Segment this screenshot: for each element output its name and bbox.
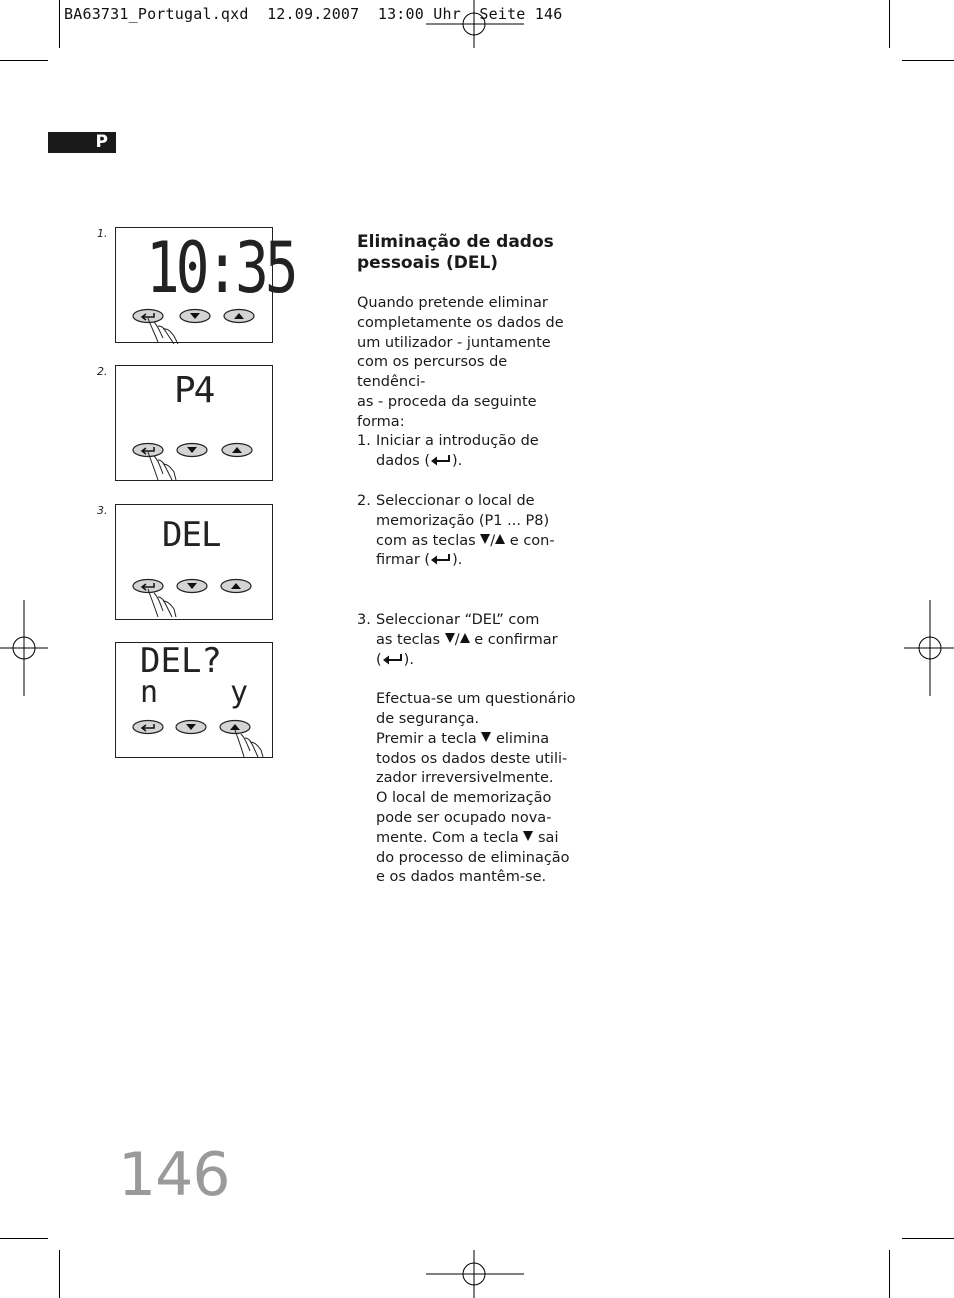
language-tab-label: P [95,132,108,152]
up-arrow-icon [224,310,254,323]
crop-mark [59,1250,60,1298]
crop-mark [59,0,60,48]
figure-step-number: 2. [97,365,108,378]
down-arrow-icon [177,444,207,457]
up-arrow-icon [222,444,252,457]
enter-key-icon [133,310,163,323]
down-arrow-icon [176,721,206,734]
display-option-yes: y [230,675,249,710]
crop-mark [902,1238,954,1239]
display-option-no: n [140,675,159,710]
up-arrow-icon [495,534,505,544]
instruction-step-2: 2. Seleccionar o local de memorização (P1 ... P8) com as teclas / e con- firmar ( ). [357,493,555,569]
figure-step-number: 1. [97,227,108,240]
enter-key-icon [133,444,163,457]
down-arrow-icon [523,831,533,841]
down-arrow-icon [177,580,207,593]
display-readout: 10:35 [146,228,295,310]
display-readout: DEL [162,515,221,555]
enter-key-icon [133,580,163,593]
finger-press-icon [148,589,176,617]
instruction-step-1: 1. Iniciar a introdução de dados ( ). [357,433,539,469]
device-display [115,227,295,343]
down-arrow-icon [180,310,210,323]
finger-press-icon [235,730,263,757]
figure-step-number: 3. [97,504,108,517]
enter-key-icon [382,653,404,665]
enter-key-icon [430,454,452,466]
page-number: 146 [118,1140,230,1210]
up-arrow-icon [220,721,250,734]
print-slug: BA63731_Portugal.qxd 12.09.2007 13:00 Uhr Seite 146 [64,5,563,23]
intro-paragraph: Quando pretende eliminar completamente os dados de um utilizador - juntamente com os percursos de tendênci- as - proceda da seguinte forma: [357,295,564,430]
crop-mark [889,0,890,48]
crop-mark [0,60,48,61]
up-arrow-icon [460,633,470,643]
instruction-step-3: 3. Seleccionar “DEL” com as teclas / e confirmar ( ). Efectua-se um questionário de segurança. Premir a tecla elimina todos os dados deste utili- zador irreversivelmente. O local de memorização pode ser ocupado nova- mente. Com a tecla sai do processo de eliminação e os dados mantêm-se. [357,612,576,886]
crop-mark [902,60,954,61]
down-arrow-icon [445,633,455,643]
registration-mark-icon [426,1250,524,1298]
registration-mark-icon [426,0,524,48]
down-arrow-icon [480,534,490,544]
device-display [115,365,273,481]
enter-key-icon [133,721,163,734]
section-title: Eliminação de dados pessoais (DEL) [357,232,554,273]
crop-mark [0,1238,48,1239]
down-arrow-icon [481,732,491,742]
language-tab [48,132,116,153]
enter-key-icon [430,553,452,565]
crop-mark [889,1250,890,1298]
registration-mark-icon [904,600,954,696]
registration-mark-icon [0,600,48,696]
device-display [115,642,273,758]
device-display [115,504,273,620]
up-arrow-icon [221,580,251,593]
display-readout: P4 [174,370,214,411]
display-readout: DEL? [140,641,222,681]
